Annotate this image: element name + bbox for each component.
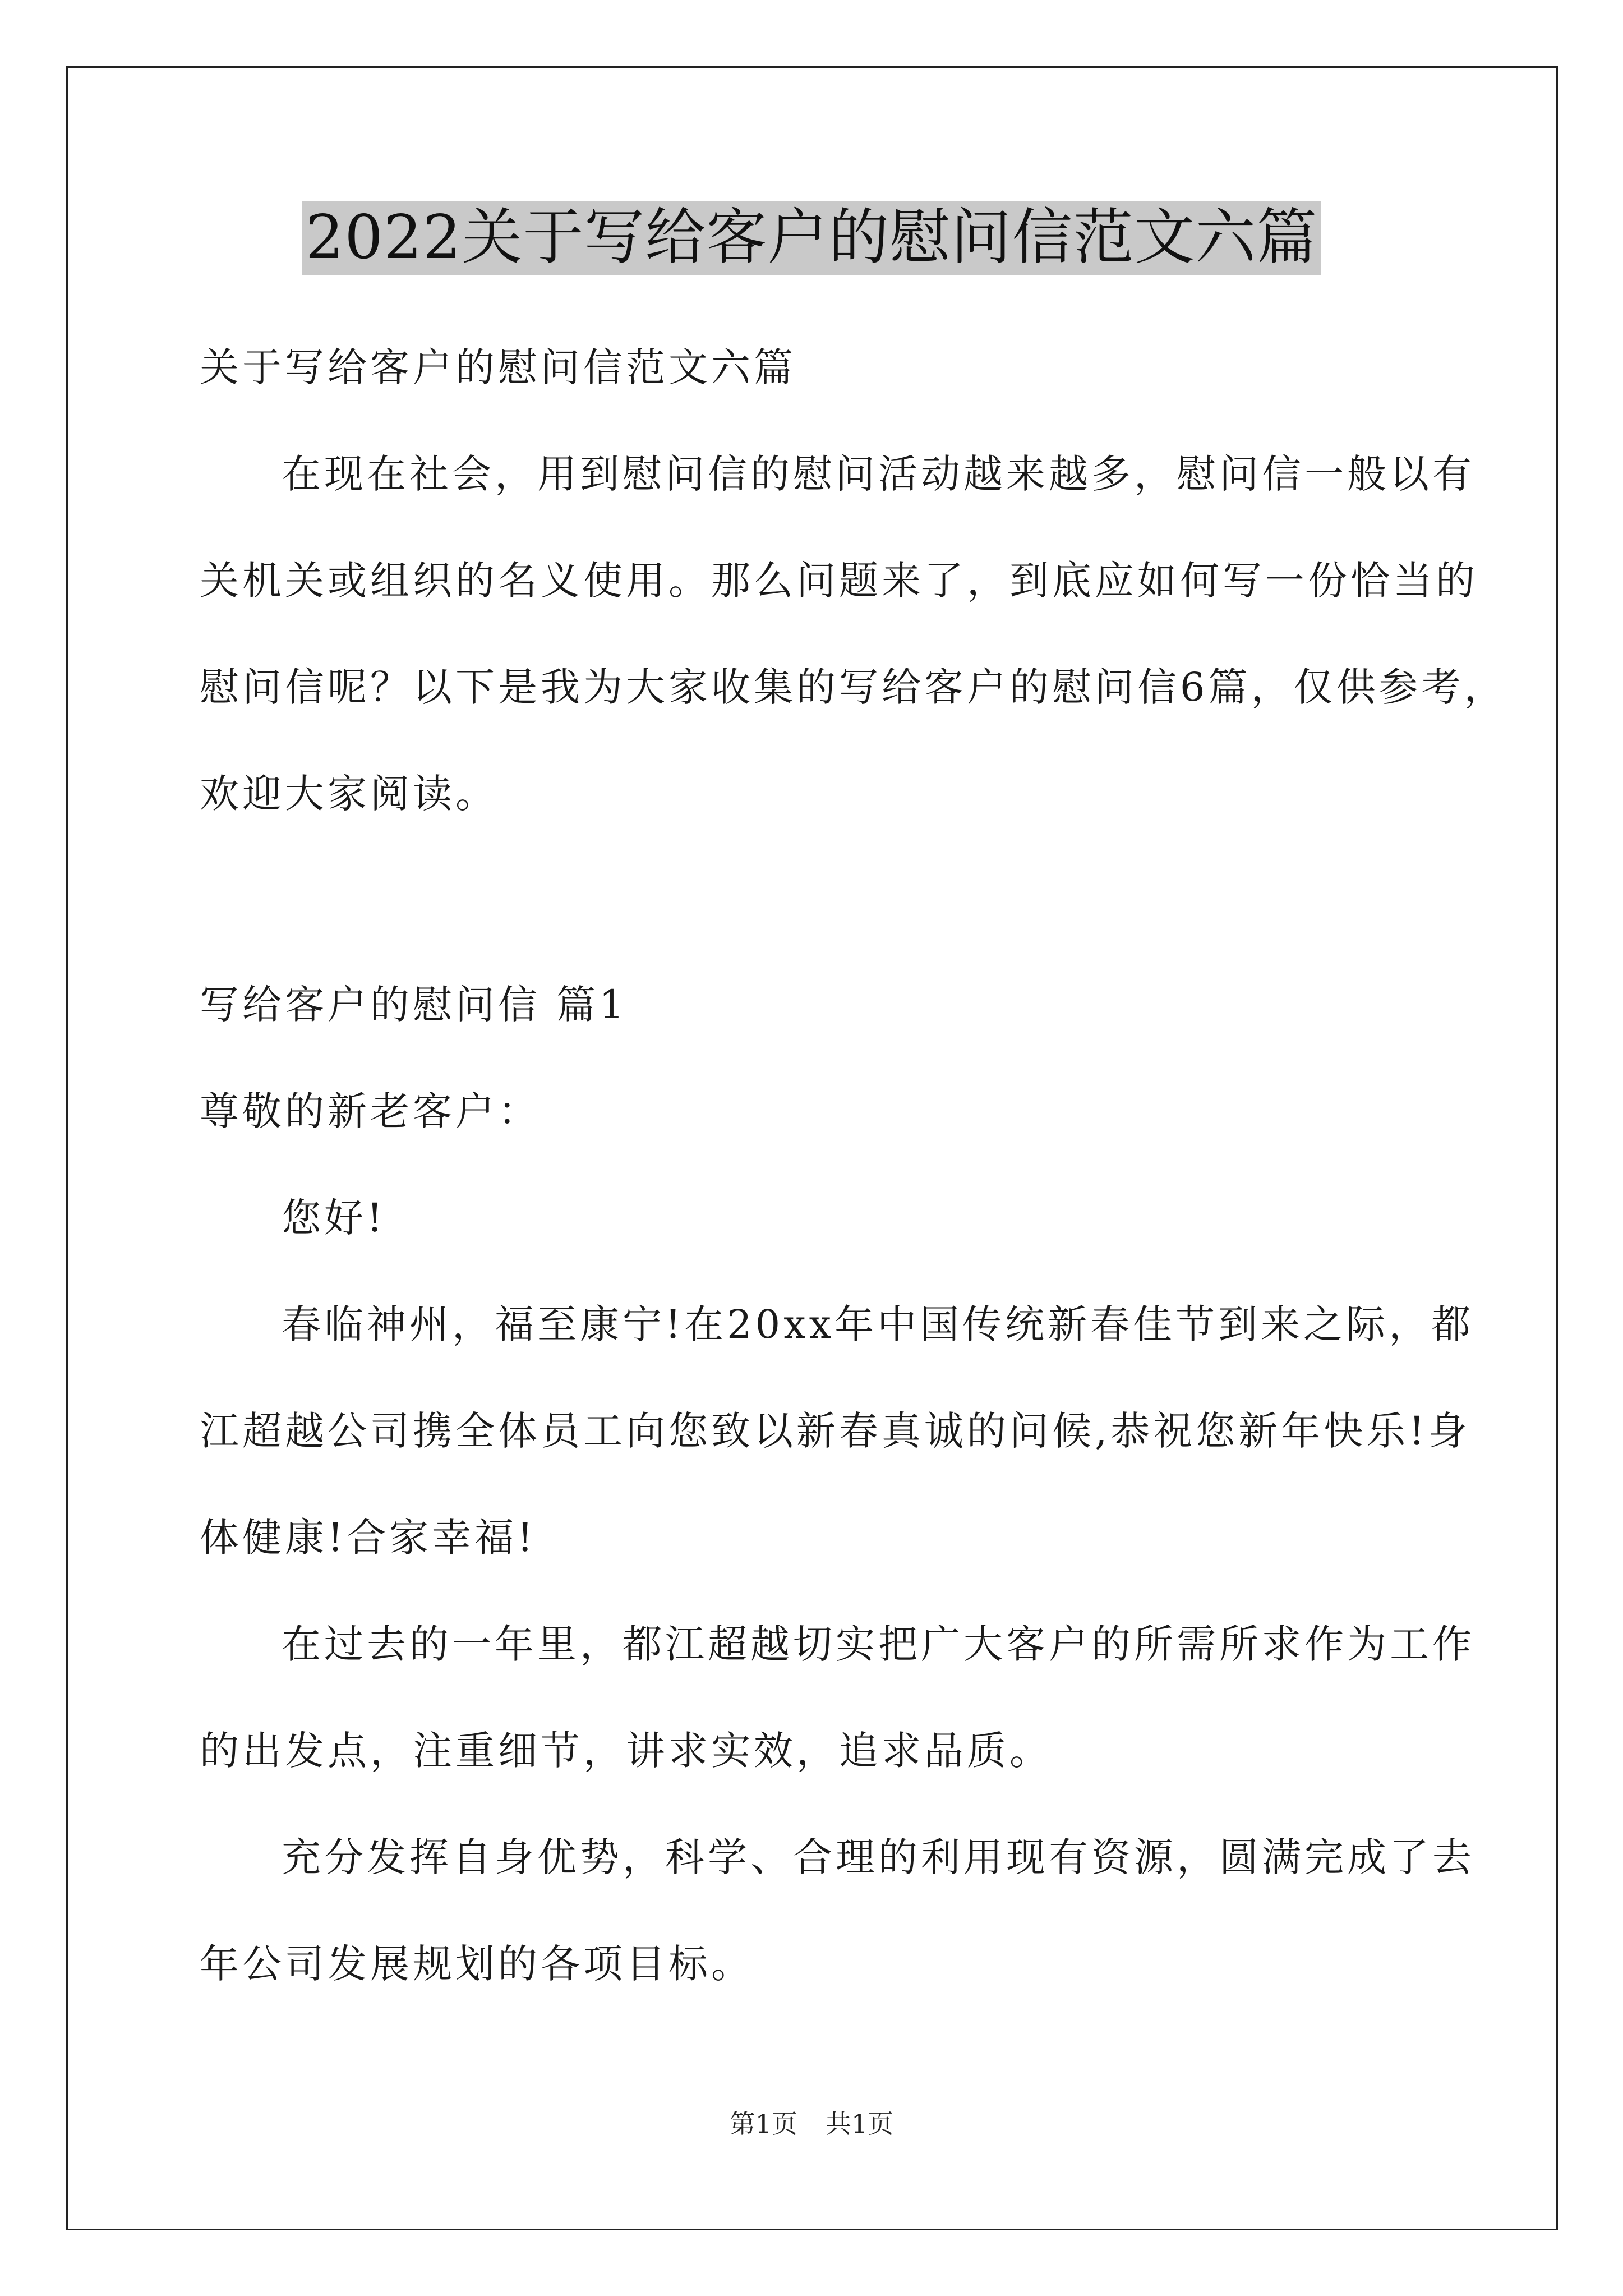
intro-line: 欢迎大家阅读。 (200, 771, 498, 817)
section-gap (200, 847, 1467, 951)
subtitle-line: 关于写给客户的慰问信范文六篇 (200, 344, 796, 390)
intro-line: 慰问信呢？以下是我为大家收集的写给客户的慰问信6篇，仅供参考， (200, 664, 1507, 710)
page-total: 共1页 (826, 2109, 894, 2139)
body-line: 体健康!合家幸福! (200, 1515, 537, 1561)
salutation: 尊敬的新老客户： (200, 1088, 541, 1134)
page-number: 第1页 (729, 2109, 797, 2139)
body-line: 的出发点，注重细节，讲求实效，追求品质。 (200, 1728, 1052, 1774)
greeting: 您好! (282, 1195, 386, 1241)
body-line: 在过去的一年里，都江超越切实把广大客户的所需所求作为工作 (282, 1621, 1475, 1667)
body-line: 充分发挥自身优势，科学、合理的利用现有资源，圆满完成了去 (282, 1834, 1475, 1880)
section-heading: 写给客户的慰问信 篇1 (200, 982, 628, 1028)
body-line: 年公司发展规划的各项目标。 (200, 1941, 754, 1987)
title-wrap (0, 201, 1623, 275)
intro-line: 在现在社会，用到慰问信的慰问活动越来越多，慰问信一般以有 (282, 451, 1475, 497)
intro-line: 关机关或组织的名义使用。那么问题来了，到底应如何写一份恰当的 (200, 558, 1478, 604)
body-line: 春临神州，福至康宁!在20xx年中国传统新春佳节到来之际，都 (282, 1301, 1474, 1347)
body-line: 江超越公司携全体员工向您致以新春真诚的问候,恭祝您新年快乐!身 (200, 1408, 1471, 1454)
document-body (200, 314, 1507, 2017)
document-title: 2022关于写给客户的慰问信范文六篇 (302, 201, 1321, 275)
page-footer (0, 2107, 1623, 2141)
